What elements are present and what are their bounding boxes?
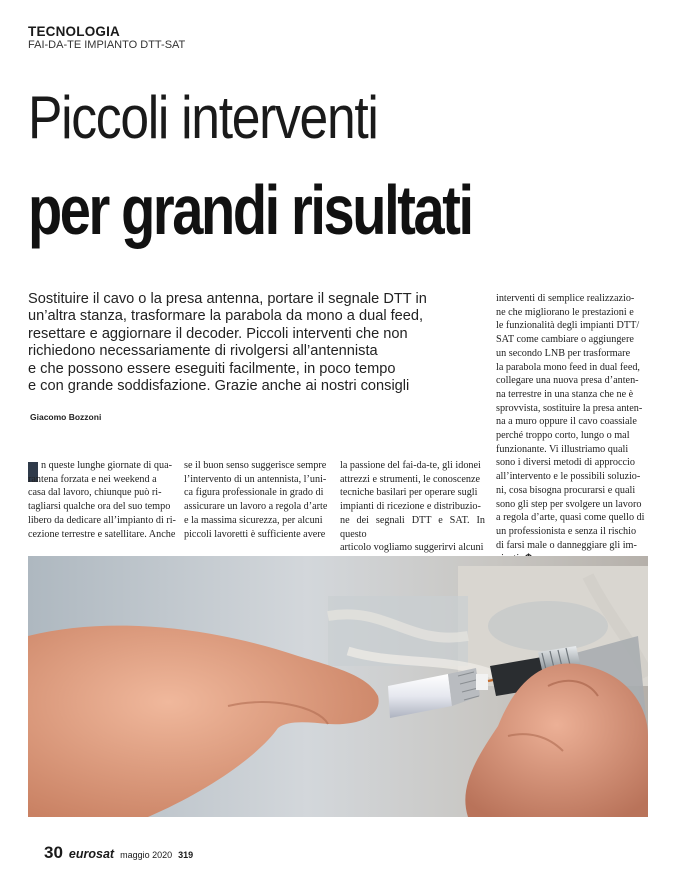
issue-date: maggio 2020	[120, 850, 173, 860]
issue-number: 319	[178, 850, 194, 860]
headline-line-1: Piccoli interventi	[28, 84, 378, 151]
body-column-2: se il buon senso suggerisce sempre l’intervento di un antennista, l’uni- ca figura professionale in grado di assicurare un lavoro a regola d’arte e la massima sicurezza, per alcuni piccoli lavoretti è sufficiente avere	[184, 460, 328, 540]
author-byline: Giacomo Bozzoni	[30, 412, 102, 422]
magazine-name: eurosat	[68, 847, 115, 861]
body-column-4	[496, 292, 646, 566]
body-column-3: la passione del fai-da-te, gli idonei attrezzi e strumenti, le conoscenze tecniche basilari per operare sugli impianti di ricezione e distribuzio- ne dei segnali DTT e SAT. In questo articolo vogliamo suggerirvi alcuni	[340, 460, 485, 554]
lead-paragraph: Sostituire il cavo o la presa antenna, portare il segnale DTT in un’altra stanza, trasformare la parabola da mono a dual feed, resettare e aggiornare il decoder. Piccoli interventi che non richiedono necessariamente di rivolgersi all’antennista e che possono essere eseguiti facilmente, in poco tempo e con grande soddisfazione. Grazie anche ai nostri consigli	[28, 291, 427, 395]
section-title: TECNOLOGIA	[28, 24, 120, 39]
coaxial-cable-photo	[28, 556, 648, 817]
page-footer	[44, 843, 193, 863]
body-column-4-text: interventi di semplice realizzazio- ne che migliorano le prestazioni e le funzionalità degli impianti DTT/ SAT come cambiare o aggiungere un secondo LNB per trasformare la parabola mono feed in dual feed, collegare una nuova presa d’anten- na terrestre in una stanza che ne è sprovvista, sostituire la presa anten- na a muro oppure il cavo coassiale perché troppo corto, lungo o mal funzionante. Vi illustriamo quali sono i diversi metodi di approccio all’intervento e le possibili soluzio- ni, cosa bisogna procurarsi e quali sono gli step per svolgere un lavoro a regola d’arte, quasi come quello di un professionista e senza il rischio di farsi male o danneggiare gli im-	[496, 293, 645, 551]
section-subtitle: FAI-DA-TE IMPIANTO DTT-SAT	[28, 39, 186, 51]
article-photo	[28, 556, 648, 817]
page-number: 30	[44, 843, 63, 862]
body-column-1: n queste lunghe giornate di qua- rantena forzata e nei weekend a casa dal lavoro, chiunque può ri- tagliarsi qualche ora del suo tempo libero da dedicare all’impianto di ri- cezione terrestre e satellitare. Anche	[28, 460, 176, 540]
headline-line-2: per grandi risultati	[28, 171, 472, 249]
